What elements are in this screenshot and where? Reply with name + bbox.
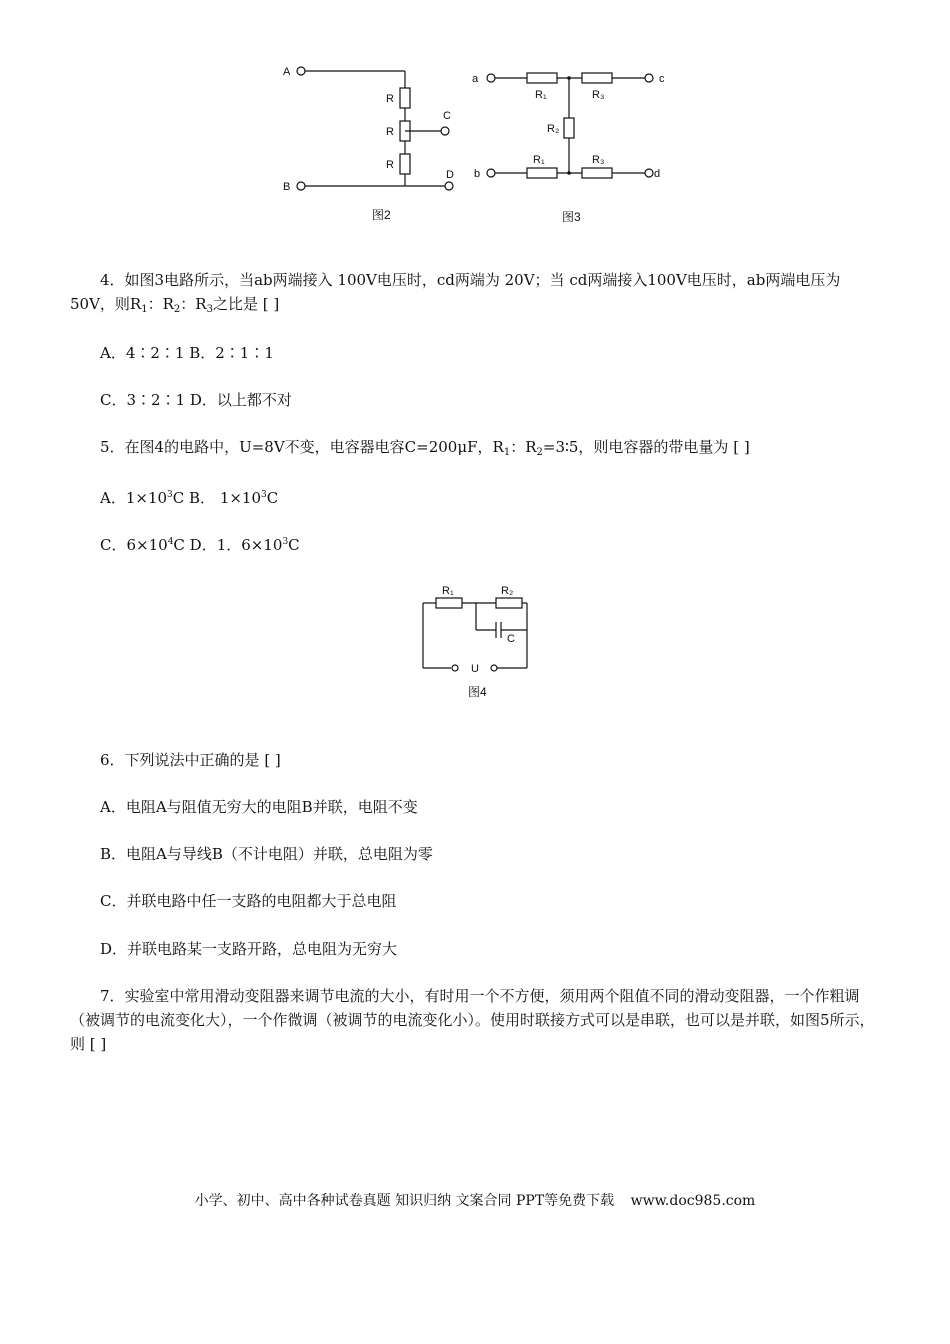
fig4-capacitor-label: C — [507, 633, 515, 645]
q6-option-a: A．电阻A与阻值无穷大的电阻B并联，电阻不变 — [100, 798, 418, 816]
fig3-label-b: b — [474, 168, 481, 180]
q4-text: 4．如图3电路所示，当ab两端接入 100V电压时，cd两端为 20V；当 cd两端接入100V电压时，ab两端电压为50V，则 — [70, 271, 841, 313]
page-footer — [0, 1190, 950, 1210]
fig3-r3-bottom-label: R₃ — [592, 154, 605, 166]
fig2-label-a: A — [283, 66, 291, 78]
q5-a-value: A．1×10 — [100, 489, 168, 507]
fig3-r3-top-label: R₃ — [592, 89, 605, 101]
q5-options-cd — [100, 530, 912, 557]
q4-r1-sub: 1 — [141, 304, 148, 315]
figure-2 — [275, 58, 475, 228]
fig2-label-c: C — [443, 110, 451, 122]
q5-r1-sub: 1 — [503, 447, 511, 458]
q5-r2: R — [525, 438, 537, 456]
q4-options-ab: A．4∶2∶1 B．2∶1∶1 — [100, 344, 274, 362]
fig4-r2-label: R₂ — [501, 585, 514, 597]
figure-4-circuit — [412, 580, 542, 705]
fig2-r-label: R — [386, 126, 394, 138]
fig2-r-label: R — [386, 93, 394, 105]
q5-text: 5．在图4的电路中，U=8V不变，电容器电容C=200μF， — [100, 438, 493, 456]
fig2-label-b: B — [283, 181, 291, 193]
q6-option-d: D．并联电路某一支路开路，总电阻为无穷大 — [100, 940, 398, 958]
footer-url[interactable]: www.doc985.com — [630, 1193, 756, 1209]
q4-ratio-sep: ： — [147, 295, 163, 313]
fig3-r2-label: R₂ — [547, 123, 560, 135]
question-7: 7．实验室中常用滑动变阻器来调节电流的大小，有时用一个不方便，须用两个阻值不同的滑动变阻器，一个作粗调（被调节的电流变化大），一个作微调（被调节的电流变化小）。使用时联接方式可以是串联，也可以是并联，如图5所示，则 [ ] — [70, 987, 875, 1053]
fig3-label-d: d — [654, 168, 661, 180]
q4-r2-sub: 2 — [173, 304, 181, 315]
fig4-u-label: U — [471, 663, 479, 675]
q5-b-unit: C — [266, 489, 279, 507]
fig3-r1-top-label: R₁ — [535, 89, 547, 101]
q5-r1: R — [492, 438, 504, 456]
q5-options-ab — [100, 483, 912, 510]
figure-2-circuit — [275, 58, 475, 228]
figure-3 — [465, 62, 685, 232]
q5-b-exponent: 3 — [261, 490, 267, 500]
fig2-caption: 图2 — [372, 208, 391, 222]
question-5 — [100, 435, 912, 465]
q4-options-cd: C．3∶2∶1 D．以上都不对 — [100, 391, 292, 409]
fig3-caption: 图3 — [562, 210, 581, 224]
q5-a-exponent: 3 — [167, 490, 173, 500]
fig3-r1-bottom-label: R₁ — [533, 154, 545, 166]
fig3-label-c: c — [659, 73, 665, 85]
footer-text: 小学、初中、高中各种试卷真题 知识归纳 文案合同 PPT等免费下载 — [194, 1193, 615, 1209]
q4-ratio-sep: ： — [180, 295, 196, 313]
q5-d-value: C D．1．6×10 — [173, 536, 283, 554]
q5-ratio-sep: ： — [510, 438, 526, 456]
question-4 — [70, 268, 882, 322]
q5-tail: =3∶5，则电容器的带电量为 [ ] — [542, 438, 750, 456]
q4-r1: R — [129, 295, 142, 313]
q5-r2-sub: 2 — [536, 447, 543, 458]
fig4-r1-label: R₁ — [442, 585, 454, 597]
fig2-label-d: D — [446, 169, 454, 181]
q5-c-value: C．6×10 — [100, 536, 168, 554]
q4-r3-sub: 3 — [206, 304, 213, 315]
figure-3-circuit — [465, 62, 685, 232]
q5-d-unit: C — [288, 536, 300, 554]
q4-r2: R — [162, 295, 174, 313]
q5-d-exponent: 3 — [282, 537, 289, 547]
q5-b-value: C B． 1×10 — [172, 489, 262, 507]
question-6: 6．下列说法中正确的是 [ ] — [100, 751, 281, 769]
fig2-r-label: R — [386, 159, 394, 171]
q5-c-exponent: 4 — [167, 537, 174, 547]
q6-option-b: B．电阻A与导线B（不计电阻）并联，总电阻为零 — [100, 845, 433, 863]
fig3-label-a: a — [472, 73, 479, 85]
q4-r3: R — [195, 295, 207, 313]
fig4-caption: 图4 — [468, 685, 487, 699]
figure-4 — [412, 580, 542, 705]
q6-option-c: C．并联电路中任一支路的电阻都大于总电阻 — [100, 892, 397, 910]
q4-tail: 之比是 [ ] — [212, 295, 280, 313]
